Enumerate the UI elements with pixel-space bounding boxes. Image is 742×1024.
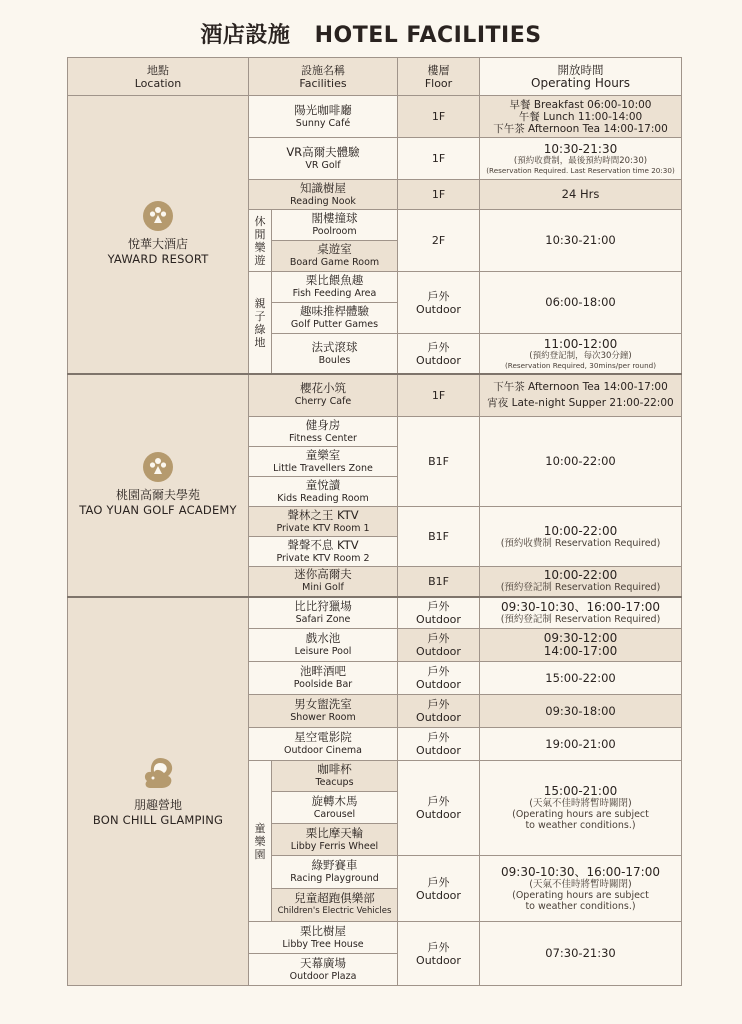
facility-shower-room [249, 695, 398, 728]
floor-cell: 1F [398, 96, 480, 138]
floor-cell [398, 662, 480, 695]
hours-line: 09:30-12:00 [543, 631, 618, 645]
facility-leisure-pool [249, 629, 398, 662]
location-bonchill-en: BON CHILL GLAMPING [92, 813, 224, 828]
facility-mini-golf [249, 567, 398, 597]
facility-safari-zone [249, 597, 398, 629]
hours-cell: 15:00-22:00 [480, 662, 682, 695]
facility-zh: 戲水池 [305, 631, 341, 645]
hours-cell [480, 597, 682, 629]
group-family [249, 272, 272, 374]
squirrel-icon [138, 754, 178, 794]
hours-note: (預約登記制，每次30分鐘) [529, 350, 632, 361]
floor-cell: B1F [398, 567, 480, 597]
hours-cell: 19:00-21:00 [480, 728, 682, 761]
facility-fitness [249, 417, 398, 447]
facility-zh: 星空電影院 [294, 730, 352, 744]
facility-poolroom [272, 210, 398, 241]
location-yaward-en: YAWARD RESORT [107, 252, 209, 267]
floor-cell [398, 272, 480, 334]
hours-note: (Operating hours are subject to weather conditions.) [512, 809, 649, 831]
header-hours-zh: 開放時間 [557, 62, 604, 77]
floor-zh: 戶外 [427, 340, 450, 354]
facility-tree-house [249, 922, 398, 954]
header-floor [398, 58, 480, 96]
facility-zh: 旋轉木馬 [311, 793, 358, 808]
hours-cell: 07:30-21:30 [480, 922, 682, 986]
location-yaward-zh: 悅華大酒店 [127, 237, 188, 252]
floor-cell: 1F [398, 138, 480, 180]
facility-en: Outdoor Plaza [289, 970, 357, 982]
facility-zh: 迷你高爾夫 [294, 567, 352, 582]
facility-zh: 栗比餵魚趣 [305, 273, 364, 287]
floor-zh: 戶外 [427, 731, 450, 744]
facility-zh: 櫻花小筑 [300, 381, 346, 396]
floor-zh: 戶外 [427, 940, 450, 954]
hours-note: (預約登記制 Reservation Required) [500, 613, 661, 625]
floor-zh: 戶外 [427, 289, 450, 303]
facility-zh: 咖啡杯 [317, 762, 352, 776]
header-row [68, 58, 682, 96]
table-row [68, 374, 682, 417]
hours-line: 午餐 Lunch 11:00-14:00 [518, 110, 643, 123]
facility-zh: 聲聲不息 KTV [287, 537, 359, 552]
floor-zh: 戶外 [427, 599, 450, 613]
hours-note: (預約收費制 Reservation Required) [500, 537, 661, 549]
facility-reading-nook [249, 180, 398, 210]
facility-zh: 閣樓撞球 [311, 211, 358, 225]
location-yaward [68, 96, 249, 374]
header-floor-zh: 樓層 [427, 63, 450, 77]
flower-seal-icon [143, 452, 173, 482]
facility-board-game [272, 241, 398, 272]
hours-cell [480, 761, 682, 856]
hours-cell: 10:00-22:00 [480, 417, 682, 507]
facility-fish-feeding [272, 272, 398, 303]
hours-cell [480, 96, 682, 138]
facility-en: Children's Electric Vehicles [277, 906, 392, 916]
hours-line: 下午茶 Afternoon Tea 14:00-17:00 [493, 381, 668, 394]
facility-zh: 栗比樹屋 [300, 923, 346, 938]
facility-en: VR Golf [305, 159, 341, 171]
facility-en: Boules [318, 354, 351, 366]
facility-zh: VR高爾夫體驗 [286, 144, 360, 159]
header-facilities-en: Facilities [299, 76, 347, 90]
facility-outdoor-cinema [249, 728, 398, 761]
facility-sunny-cafe [249, 96, 398, 138]
floor-en: Outdoor [416, 302, 461, 316]
floor-en: Outdoor [416, 888, 461, 902]
facility-zh: 栗比摩天輪 [305, 825, 364, 840]
hours-cell [480, 856, 682, 922]
facility-en: Libby Tree House [282, 938, 364, 950]
header-facilities-zh: 設施名稱 [301, 63, 345, 77]
facility-boules [272, 334, 398, 374]
floor-cell: B1F [398, 417, 480, 507]
location-bonchill [68, 597, 249, 986]
header-location [68, 58, 249, 96]
hours-line: 10:00-22:00 [543, 568, 618, 583]
facility-en: Fish Feeding Area [292, 288, 377, 299]
facility-zh: 比比狩獵場 [294, 598, 352, 613]
hours-line: 宵夜 Late-night Supper 21:00-22:00 [487, 397, 674, 410]
facility-zh: 兒童超跑俱樂部 [294, 891, 375, 905]
facility-en: Reading Nook [290, 195, 356, 207]
facility-ktv1 [249, 507, 398, 537]
facility-en: Private KTV Room 1 [276, 522, 370, 534]
page-title-en: HOTEL FACILITIES [314, 23, 542, 48]
hours-line: 早餐 Breakfast 06:00-10:00 [509, 98, 652, 111]
header-floor-en: Floor [424, 76, 453, 90]
facility-zh: 知識樹屋 [300, 180, 346, 195]
hours-cell [480, 374, 682, 417]
hours-line: 11:00-12:00 [543, 336, 618, 351]
facility-en: Sunny Café [295, 117, 351, 129]
hours-note: (天氣不佳時將暫時關閉) [529, 878, 632, 890]
header-location-en: Location [134, 76, 182, 90]
facility-en: Fitness Center [289, 432, 357, 444]
facility-en: Board Game Room [289, 257, 380, 268]
location-bonchill-zh: 朋趣營地 [133, 798, 182, 813]
floor-cell: 1F [398, 374, 480, 417]
facility-kids-reading [249, 477, 398, 507]
header-hours [480, 58, 682, 96]
facility-en: Shower Room [290, 712, 356, 723]
hours-cell: 06:00-18:00 [480, 272, 682, 334]
hours-cell: 24 Hrs [480, 180, 682, 210]
hours-cell [480, 334, 682, 374]
hours-note: (預約登記制 Reservation Required) [500, 582, 661, 594]
facility-en: Carousel [313, 808, 356, 820]
facility-putter-games [272, 303, 398, 334]
facility-little-travellers [249, 447, 398, 477]
hours-cell [480, 507, 682, 567]
hours-cell [480, 138, 682, 180]
floor-en: Outdoor [416, 711, 461, 724]
facility-poolside-bar [249, 662, 398, 695]
floor-zh: 戶外 [427, 698, 450, 711]
group-amusement [249, 761, 272, 922]
hours-cell [480, 567, 682, 597]
facility-en: Safari Zone [295, 613, 351, 625]
floor-en: Outdoor [416, 678, 461, 691]
location-taoyuan-zh: 桃園高爾夫學苑 [115, 488, 200, 502]
floor-cell: 2F [398, 210, 480, 272]
floor-cell [398, 922, 480, 986]
facility-en: Kids Reading Room [277, 492, 369, 504]
hours-note: (Reservation Required, 30mins/per round) [504, 360, 657, 370]
flower-seal-icon [143, 201, 173, 231]
floor-cell [398, 695, 480, 728]
facility-zh: 綠野賽車 [311, 858, 358, 872]
floor-cell [398, 856, 480, 922]
floor-en: Outdoor [416, 645, 461, 658]
page-title [0, 18, 742, 49]
facility-ferris-wheel [272, 824, 398, 856]
facility-outdoor-plaza [249, 954, 398, 986]
hours-line: 15:00-21:00 [543, 784, 618, 798]
floor-cell [398, 761, 480, 856]
facility-zh: 男女盥洗室 [294, 697, 352, 711]
facilities-table [67, 57, 682, 986]
hours-line: 10:30-21:30 [543, 141, 618, 156]
facility-carousel [272, 792, 398, 824]
hours-cell: 10:30-21:00 [480, 210, 682, 272]
facility-en: Private KTV Room 2 [276, 552, 370, 564]
facility-en: Golf Putter Games [290, 319, 379, 330]
hours-line: 10:00-22:00 [543, 523, 618, 538]
facility-en: Libby Ferris Wheel [290, 840, 379, 852]
facility-en: Little Travellers Zone [273, 462, 373, 474]
location-taoyuan [68, 374, 249, 597]
floor-en: Outdoor [416, 808, 461, 821]
facility-zh: 童樂室 [305, 447, 341, 462]
hours-line: 09:30-10:30、16:00-17:00 [501, 599, 660, 614]
facility-en: Poolside Bar [293, 679, 353, 690]
facility-en: Mini Golf [302, 582, 344, 594]
facility-en: Racing Playground [290, 873, 379, 884]
facility-zh: 健身房 [305, 417, 341, 432]
hours-cell [480, 629, 682, 662]
group-leisure [249, 210, 272, 272]
facility-zh: 趣味推桿體驗 [300, 304, 369, 318]
facility-electric-vehicles [272, 889, 398, 922]
facility-en: Leisure Pool [294, 646, 352, 657]
facility-zh: 陽光咖啡廳 [294, 102, 352, 117]
group-leisure-label: 休閒樂遊 [254, 214, 266, 267]
header-hours-en: Operating Hours [531, 75, 630, 90]
facility-teacups [272, 761, 398, 792]
hours-note: (天氣不佳時將暫時關閉) [529, 798, 632, 809]
floor-cell [398, 597, 480, 629]
facility-zh: 聲林之王 KTV [287, 507, 359, 522]
floor-cell [398, 629, 480, 662]
facility-zh: 池畔酒吧 [300, 664, 346, 678]
group-amusement-label: 童樂園 [254, 821, 266, 861]
facility-en: Poolroom [312, 226, 357, 237]
facility-vr-golf [249, 138, 398, 180]
location-taoyuan-en: TAO YUAN GOLF ACADEMY [79, 503, 237, 517]
floor-zh: 戶外 [427, 665, 450, 678]
page-title-zh: 酒店設施 [200, 23, 291, 48]
hours-note: (Operating hours are subject to weather conditions.) [512, 889, 649, 912]
hours-note: (預約收費制，最後預約時間20:30) [513, 155, 648, 166]
group-family-label: 親子綠地 [254, 296, 266, 349]
facility-zh: 法式滾球 [311, 339, 358, 354]
facility-en: Outdoor Cinema [283, 745, 363, 756]
floor-en: Outdoor [416, 744, 461, 757]
facility-zh: 桌遊室 [317, 242, 352, 256]
floor-zh: 戶外 [427, 795, 450, 808]
floor-cell [398, 334, 480, 374]
hours-line: 14:00-17:00 [543, 644, 618, 658]
facility-ktv2 [249, 537, 398, 567]
floor-zh: 戶外 [427, 875, 450, 889]
facility-en: Cherry Cafe [294, 396, 352, 408]
table-row [68, 597, 682, 629]
hours-line: 09:30-10:30、16:00-17:00 [501, 864, 660, 879]
facility-en: Teacups [315, 777, 354, 788]
floor-cell: 1F [398, 180, 480, 210]
facility-zh: 天幕廣場 [300, 955, 346, 970]
floor-en: Outdoor [416, 353, 461, 367]
facility-racing [272, 856, 398, 889]
facility-cherry-cafe [249, 374, 398, 417]
floor-cell: B1F [398, 507, 480, 567]
floor-cell [398, 728, 480, 761]
hours-cell: 09:30-18:00 [480, 695, 682, 728]
header-facilities [249, 58, 398, 96]
facility-zh: 童悅讀 [305, 477, 341, 492]
floor-en: Outdoor [416, 953, 461, 967]
table-row [68, 96, 682, 138]
hours-line: 下午茶 Afternoon Tea 14:00-17:00 [493, 122, 668, 135]
hours-note: (Reservation Required. Last Reservation time 20:30) [486, 165, 675, 175]
floor-zh: 戶外 [427, 632, 450, 645]
floor-en: Outdoor [416, 612, 461, 626]
header-location-zh: 地點 [147, 63, 169, 77]
